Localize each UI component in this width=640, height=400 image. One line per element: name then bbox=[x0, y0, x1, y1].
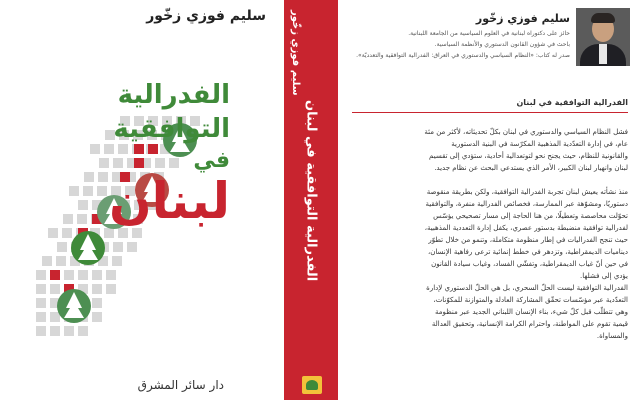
back-author-name: سليم فوزي زخّور bbox=[475, 12, 570, 25]
spine-author-text: سليم فوزي زخّور bbox=[290, 10, 301, 96]
map-dot bbox=[69, 186, 79, 196]
publisher-logo-icon bbox=[302, 376, 322, 394]
map-dot bbox=[113, 242, 123, 252]
map-dot bbox=[78, 326, 88, 336]
text-line: ديناميات الديمقراطية، وتزدهر في خطط إنمائية ترعى رفاهية الإنسان، bbox=[427, 248, 628, 256]
map-dot bbox=[50, 326, 60, 336]
spine-title-text: الفدرالية التوافقية في لبنان bbox=[303, 100, 319, 282]
map-dot bbox=[104, 144, 114, 154]
paragraph-1 bbox=[358, 126, 628, 174]
map-dot bbox=[36, 326, 46, 336]
text-line: الفدرالية التوافقية ليست الحلّ السحري، بل هي الحلّ الدستوري لإدارة bbox=[426, 284, 628, 292]
map-dot bbox=[48, 228, 58, 238]
text-line: يؤدي إلى فشلها. bbox=[579, 272, 628, 280]
map-dot bbox=[62, 228, 72, 238]
back-cover bbox=[338, 0, 640, 400]
spine-author-name bbox=[290, 10, 332, 96]
map-dot bbox=[36, 298, 46, 308]
map-dot bbox=[78, 200, 88, 210]
front-title-line-3: في bbox=[193, 148, 230, 173]
text-line: في حين أنّ غياب الديمقراطية، وتفشّي الفساد، وغياب سيادة القانون bbox=[431, 260, 628, 268]
text-line: منذ نشأته يعيش لبنان تجربة الفدرالية التوافقية، ولكن بطريقة منقوصة bbox=[426, 188, 628, 196]
text-line: فشل النظام السياسي والدستوري في لبنان بكلّ تحديثاته، لأكثر من مئة bbox=[424, 128, 628, 136]
map-dot bbox=[92, 312, 102, 322]
paragraph-3 bbox=[358, 282, 628, 342]
map-dot bbox=[57, 242, 67, 252]
text-line: حيث تنجح الفدراليات في إطار منظومة متكاملة، وتنمو من خلال تطوّر bbox=[428, 236, 628, 244]
text-line: والمساواة. bbox=[596, 332, 628, 340]
section-divider bbox=[352, 112, 628, 113]
paragraph-2 bbox=[358, 186, 628, 282]
author-photo bbox=[576, 8, 630, 66]
map-dot bbox=[56, 256, 66, 266]
text-line: والقانونية للنظام، حيث يجنح نحو لتوتعدالية أحادية، ستؤدي إلى تقسيم bbox=[429, 152, 628, 160]
map-dot bbox=[92, 298, 102, 308]
map-dot bbox=[64, 326, 74, 336]
cedar-badge-icon bbox=[57, 289, 91, 323]
front-title-line-4: لبنان bbox=[108, 172, 230, 230]
map-dot bbox=[106, 270, 116, 280]
map-dot bbox=[98, 172, 108, 182]
map-dot bbox=[92, 284, 102, 294]
map-dot bbox=[36, 284, 46, 294]
publisher-name: دار سائر المشرق bbox=[137, 378, 224, 392]
map-dot bbox=[118, 144, 128, 154]
text-line: عام، في إدارة التعدّدية المذهبية المكرّسة في البنية الدستورية bbox=[451, 140, 628, 148]
author-bio bbox=[350, 28, 570, 61]
map-dot bbox=[50, 284, 60, 294]
map-dot bbox=[127, 242, 137, 252]
text-line: التعدّدية عبر مؤسّسات تحقّق المشاركة العادلة والمتوازنة للمكوّنات، bbox=[433, 296, 628, 304]
map-dot bbox=[63, 214, 73, 224]
map-dot bbox=[84, 172, 94, 182]
cedar-badge-icon bbox=[71, 231, 105, 265]
text-line: قيمية تقوم على المواطنة، واحترام الكرامة الإنسانية، وتحقيق العدالة bbox=[431, 320, 628, 328]
map-dot bbox=[90, 144, 100, 154]
map-dot bbox=[106, 284, 116, 294]
map-dot bbox=[50, 312, 60, 322]
bio-line: باحث في شؤون القانون الدستوري والأنظمة السياسية. bbox=[434, 41, 570, 48]
bio-line: حائز على دكتوراه لبنانية في العلوم السياسية من الجامعة اللبنانية. bbox=[408, 30, 570, 37]
text-line: وهي تتطلّب قبل كلّ شيء، بناء الإنسان اللبناني الجديد عبر منظومة bbox=[435, 308, 628, 316]
text-line: دستوريًا، ومشوّهة عبر الممارسة، فخصائص الفدرالية منفرة، والتوافقية bbox=[425, 200, 628, 208]
back-section-title: الفدرالية التوافقية في لبنان bbox=[516, 98, 628, 107]
map-dot bbox=[36, 312, 46, 322]
book-spine bbox=[284, 0, 338, 400]
map-dot bbox=[169, 158, 179, 168]
map-dot bbox=[36, 270, 46, 280]
map-dot bbox=[112, 256, 122, 266]
bio-line: صدر له كتاب: «النظام السياسي والدستوري في العراق: الفدرالية التوافقية والتعدديّة». bbox=[356, 52, 570, 59]
front-title-line-2: التوافقية bbox=[113, 114, 230, 144]
map-dot bbox=[64, 270, 74, 280]
front-cover bbox=[0, 0, 284, 400]
map-dot bbox=[78, 270, 88, 280]
map-dot bbox=[92, 270, 102, 280]
map-dot bbox=[77, 214, 87, 224]
text-line: لبنان وانهيار لبنان الكبير، الأمر الذي يستدعي البحث عن نظام جديد. bbox=[434, 164, 628, 172]
map-dot bbox=[99, 158, 109, 168]
map-dot bbox=[42, 256, 52, 266]
front-title-line-1: الفدرالية bbox=[117, 80, 230, 110]
text-line: تحوّلت محاصصة وتعطيلًا، من هنا الحاجة إلى مسار تصحيحي يؤسّس bbox=[433, 212, 628, 220]
text-line: لفدرالية توافقية منضبطة بدستور عصري، يكفل إدارة التعددية المذهبية، bbox=[424, 224, 628, 232]
front-author-name: سليم فوزي زخّور bbox=[146, 8, 266, 24]
map-dot bbox=[97, 186, 107, 196]
map-dot bbox=[113, 158, 123, 168]
map-dot bbox=[155, 158, 165, 168]
spine-title bbox=[286, 100, 336, 310]
map-dot bbox=[83, 186, 93, 196]
